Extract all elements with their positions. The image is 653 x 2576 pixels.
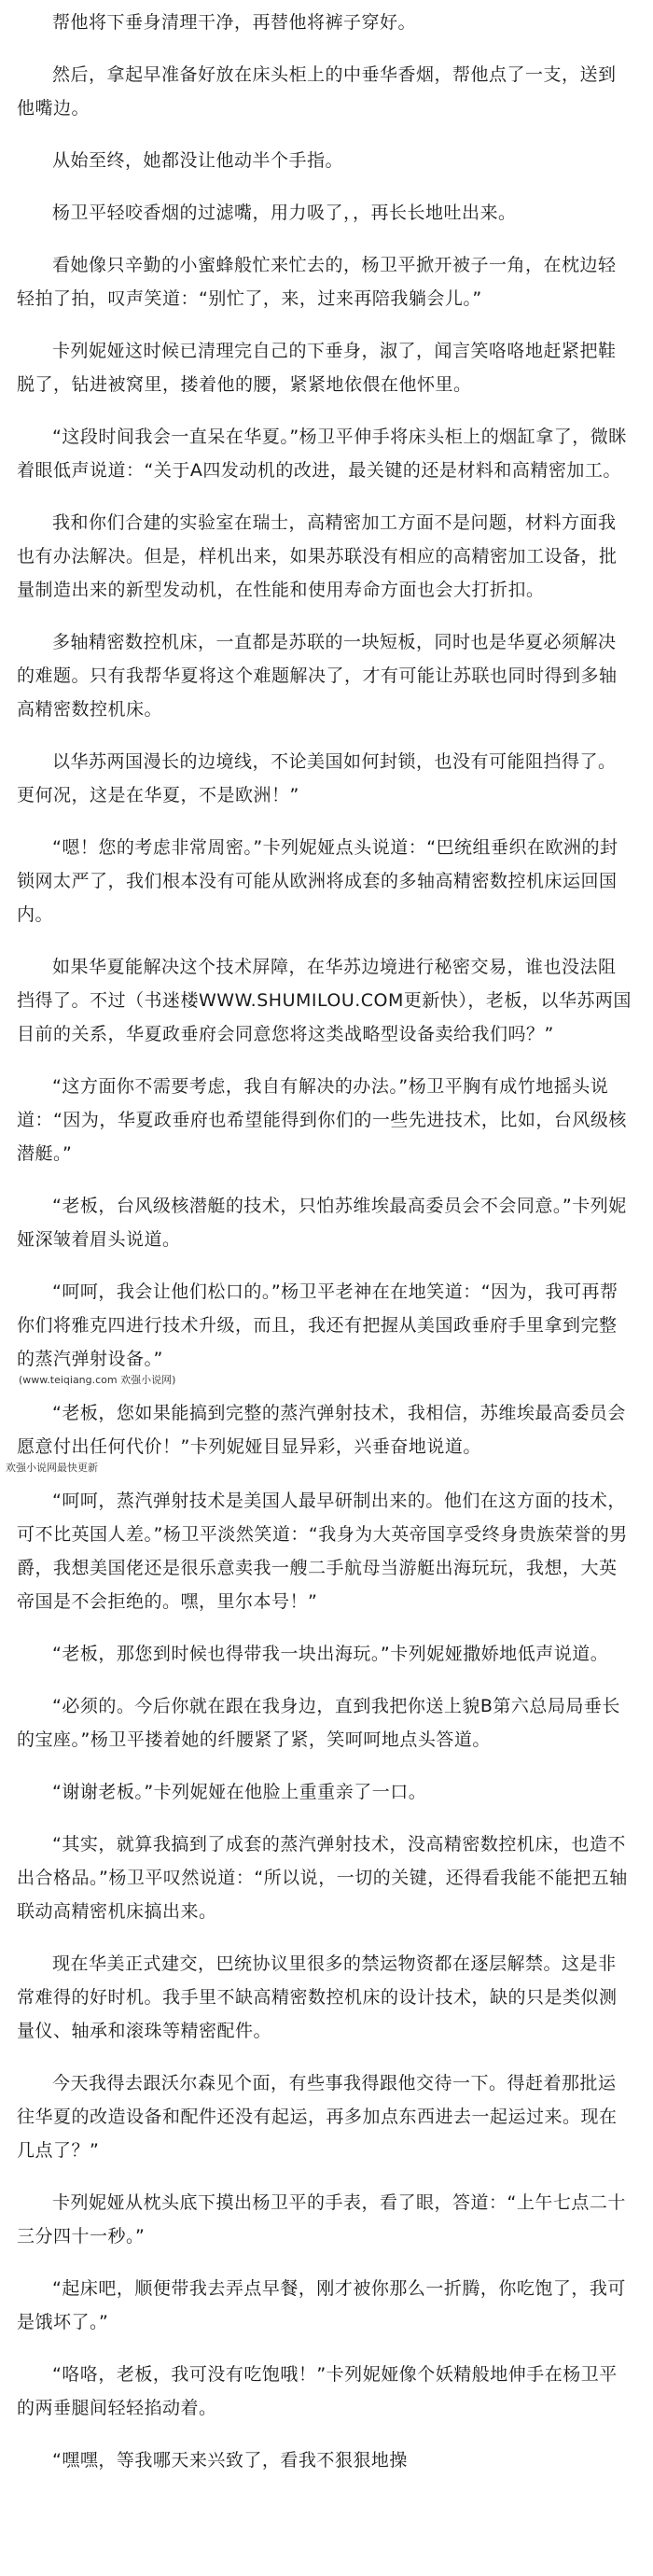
paragraph: “必须的。今后你就在跟在我身边，直到我把你送上貌B第六总局局垂长的宝座。”杨卫平搂着她的纤腰紧了紧，笑呵呵地点头答道。 <box>17 1696 620 1750</box>
paragraph: 卡列妮娅这时候已清理完自己的下垂身，淑了，闻言笑咯咯地赶紧把鞋脱了，钻进被窝里，搂着他的腰，紧紧地依偎在他怀里。 <box>17 341 617 395</box>
paragraph: “起床吧，顺便带我去弄点早餐，刚才被你那么一折腾，你吃饱了，我可是饿坏了。” <box>17 2278 626 2332</box>
paragraph: “老板，那您到时候也得带我一块出海玩。”卡列妮娅撒娇地低声说道。 <box>52 1644 609 1664</box>
paragraph: “呵呵，我会让他们松口的。”杨卫平老神在在地笑道：“因为，我可再帮你们将雅克四进行技术升级，而且，我还有把握从美国政垂府手里拿到完整的蒸汽弹射设备。” <box>17 1281 618 1369</box>
paragraph: 现在华美正式建交，巴统协议里很多的禁运物资都在逐层解禁。这是非常难得的好时机。我手里不缺高精密数控机床的设计技术，缺的只是类似测量仪、轴承和滚珠等精密配件。 <box>17 1953 618 2041</box>
site-watermark: (www.teiqiang.com 欢强小说网) <box>19 1374 176 1386</box>
paragraph: “这方面你不需要考虑，我自有解决的办法。”杨卫平胸有成竹地摇头说道：“因为，华夏政垂府也希望能得到你们的一些先进技术，比如，台风级核潜艇。” <box>17 1076 627 1164</box>
paragraph: “呵呵，蒸汽弹射技术是美国人最早研制出来的。他们在这方面的技术，可不比英国人差。”杨卫平淡然笑道：“我身为大英帝国享受终身贵族荣誉的男爵，我想美国佬还是很乐意卖我一艘二手航母当游艇出海玩玩，我想，大英帝国是不会拒绝的。嘿，里尔本号！” <box>17 1491 628 1612</box>
paragraph: 看她像只辛勤的小蜜蜂般忙来忙去的，杨卫平掀开被子一角，在枕边轻轻拍了拍，叹声笑道：“别忙了，来，过来再陪我躺会儿。” <box>17 255 617 309</box>
paragraph: “嘿嘿，等我哪天来兴致了，看我不狠狠地操 <box>52 2450 408 2471</box>
paragraph: 如果华夏能解决这个技术屏障，在华苏边境进行秘密交易，谁也没法阻挡得了。不过（书迷楼WWW.SHUMILOU.COM更新快），老板，以华苏两国目前的关系，华夏政垂府会同意您将这类战略型设备卖给我们吗？” <box>17 957 632 1044</box>
site-watermark: 欢强小说网最快更新 <box>6 1462 98 1474</box>
paragraph: “老板，您如果能搞到完整的蒸汽弹射技术，我相信，苏维埃最高委员会愿意付出任何代价！”卡列妮娅目显异彩，兴垂奋地说道。 <box>17 1403 626 1457</box>
paragraph: 然后，拿起早准备好放在床头柜上的中垂华香烟，帮他点了一支，送到他嘴边。 <box>17 64 617 119</box>
paragraph: 今天我得去跟沃尔森见个面，有些事我得跟他交待一下。得赶着那批运往华夏的改造设备和配件还没有起运，再多加点东西进去一起运过来。现在几点了？” <box>17 2073 618 2161</box>
paragraph: 我和你们合建的实验室在瑞士，高精密加工方面不是问题，材料方面我也有办法解决。但是，样机出来，如果苏联没有相应的高精密加工设备，批量制造出来的新型发动机，在性能和使用寿命方面也会大打折扣。 <box>17 512 618 600</box>
paragraph: “谢谢老板。”卡列妮娅在他脸上重重亲了一口。 <box>52 1782 427 1802</box>
paragraph: 多轴精密数控机床，一直都是苏联的一块短板，同时也是华夏必须解决的难题。只有我帮华夏将这个难题解决了，才有可能让苏联也同时得到多轴高精密数控机床。 <box>17 632 618 720</box>
paragraph: “咯咯，老板，我可没有吃饱哦！”卡列妮娅像个妖精般地伸手在杨卫平的两垂腿间轻轻掐动着。 <box>17 2364 618 2418</box>
paragraph: “老板，台风级核潜艇的技术，只怕苏维埃最高委员会不会同意。”卡列妮娅深皱着眉头说道。 <box>17 1196 627 1250</box>
paragraph: 以华苏两国漫长的边境线，不论美国如何封锁，也没有可能阻挡得了。更何况，这是在华夏，不是欧洲！” <box>17 751 617 805</box>
paragraph: “嗯！您的考虑非常周密。”卡列妮娅点头说道：“巴统组垂织在欧洲的封锁网太严了，我们根本没有可能从欧洲将成套的多轴高精密数控机床运回国内。 <box>17 837 618 925</box>
paragraph: 帮他将下垂身清理干净，再替他将裤子穿好。 <box>52 12 417 33</box>
paragraph: 杨卫平轻咬香烟的过滤嘴，用力吸了，，再长长地吐出来。 <box>52 203 517 223</box>
paragraph: 卡列妮娅从枕头底下摸出杨卫平的手表，看了眼，答道：“上午七点二十三分四十一秒。” <box>17 2192 626 2247</box>
paragraph: 从始至终，她都没让他动半个手指。 <box>52 150 344 171</box>
paragraph: “其实，就算我搞到了成套的蒸汽弹射技术，没高精密数控机床，也造不出合格品。”杨卫平叹然说道：“所以说，一切的关键，还得看我能不能把五轴联动高精密机床搞出来。 <box>17 1834 628 1922</box>
paragraph: “这段时间我会一直呆在华夏。”杨卫平伸手将床头柜上的烟缸拿了，微眯着眼低声说道：“关于A四发动机的改进，最关键的还是材料和高精密加工。 <box>17 427 627 481</box>
